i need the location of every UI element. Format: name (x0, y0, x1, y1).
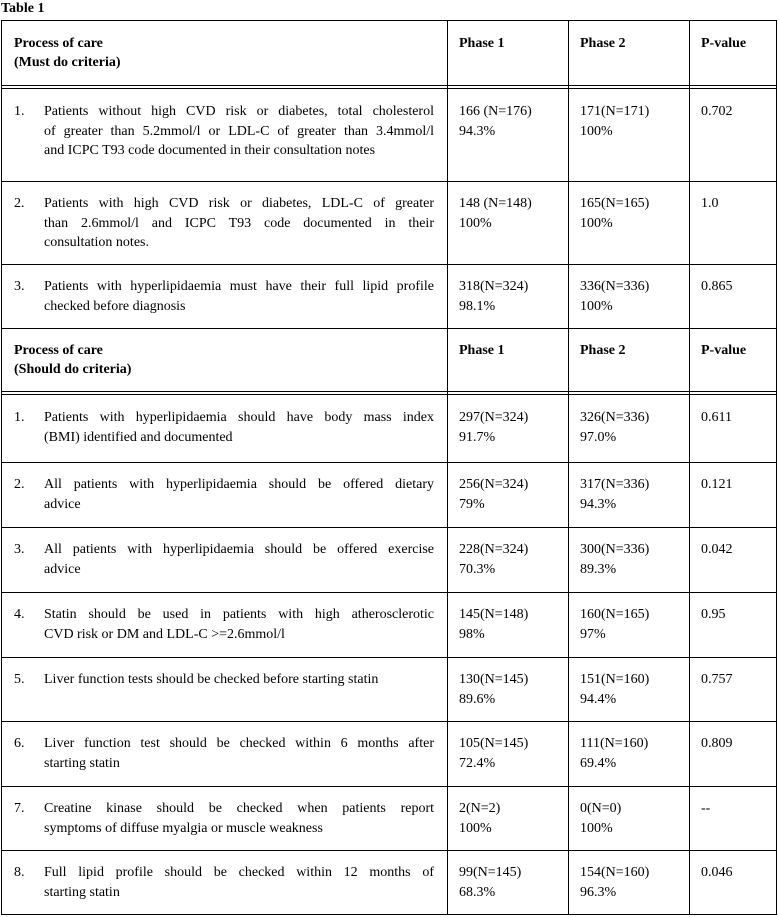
criterion-text-line: Liver function test should be checked within 6 months after (44, 736, 434, 751)
phase2-count: 171(N=171) (580, 104, 650, 119)
phase1-percent: 89.6% (459, 691, 496, 707)
criterion-text-line: checked before diagnosis (44, 298, 186, 314)
criterion-text-line: than 2.6mmol/l and ICPC T93 code documented in their (44, 215, 434, 231)
header-divider (2, 85, 776, 86)
criterion-text-line: symptoms of diffuse myalgia or muscle weakness (44, 820, 323, 836)
criterion-number: 6. (14, 736, 25, 751)
phase2-percent: 100% (580, 820, 613, 836)
criterion-number: 8. (14, 865, 25, 880)
phase1-count: 99(N=145) (459, 865, 522, 880)
pvalue-cell: 0.042 (701, 542, 733, 557)
phase2-header: Phase 2 (580, 36, 626, 51)
pvalue-cell: 0.809 (701, 736, 733, 751)
pvalue-cell: 0.702 (701, 104, 733, 119)
phase2-count: 317(N=336) (580, 477, 650, 492)
phase2-count: 165(N=165) (580, 196, 650, 211)
phase2-count: 151(N=160) (580, 672, 650, 687)
criterion-text-line: advice (44, 561, 81, 577)
phase1-percent: 100% (459, 820, 492, 836)
pvalue-cell: 0.611 (701, 410, 732, 425)
criterion-text-line: advice (44, 496, 81, 512)
table-row (2, 527, 776, 592)
table-row (2, 592, 776, 657)
criterion-text-line: CVD risk or DM and LDL-C >=2.6mmol/l (44, 626, 285, 642)
phase1-percent: 79% (459, 496, 485, 512)
table-row (2, 786, 776, 850)
pvalue-cell: 1.0 (701, 196, 719, 211)
criteria-type-subheading: (Should do criteria) (14, 362, 132, 377)
process-of-care-heading: Process of care (14, 343, 103, 358)
criterion-text-line: consultation notes. (44, 235, 149, 250)
pvalue-cell: 0.95 (701, 607, 726, 622)
criterion-number: 1. (14, 410, 25, 425)
table-row (2, 264, 776, 328)
pvalue-header: P-value (701, 36, 747, 51)
phase2-percent: 100% (580, 215, 613, 231)
table-row (2, 89, 776, 181)
table-caption: Table 1 (1, 1, 45, 16)
header-divider (2, 391, 776, 392)
phase2-percent: 97.0% (580, 429, 617, 445)
phase1-percent: 70.3% (459, 561, 496, 577)
phase2-percent: 100% (580, 123, 613, 139)
phase2-count: 0(N=0) (580, 801, 622, 816)
pvalue-cell: 0.757 (701, 672, 733, 687)
phase1-header: Phase 1 (459, 343, 505, 358)
criterion-text-line: Patients with hyperlipidaemia should have body mass index (44, 410, 434, 425)
phase2-percent: 89.3% (580, 561, 617, 577)
criterion-text-line: All patients with hyperlipidaemia should be offered exercise (44, 542, 434, 557)
criterion-number: 4. (14, 607, 25, 622)
criterion-number: 5. (14, 672, 25, 687)
criterion-text-line: All patients with hyperlipidaemia should be offered dietary (44, 477, 434, 492)
phase2-count: 154(N=160) (580, 865, 650, 880)
criterion-text-line: Patients without high CVD risk or diabetes, total cholesterol (44, 104, 434, 119)
criterion-text-line: Liver function tests should be checked before starting statin (44, 672, 379, 687)
phase1-count: 256(N=324) (459, 477, 529, 492)
phase1-percent: 94.3% (459, 123, 496, 139)
phase1-percent: 91.7% (459, 429, 496, 445)
criterion-number: 2. (14, 196, 25, 211)
criterion-text-line: Patients with high CVD risk or diabetes, LDL-C of greater (44, 196, 434, 211)
criterion-text-line: Patients with hyperlipidaemia must have their full lipid profile (44, 279, 434, 294)
phase2-count: 160(N=165) (580, 607, 650, 622)
table-row (2, 181, 776, 264)
pvalue-cell: -- (701, 801, 711, 816)
phase2-percent: 94.3% (580, 496, 617, 512)
pvalue-header: P-value (701, 343, 747, 358)
phase1-count: 318(N=324) (459, 279, 529, 294)
criterion-text-line: starting statin (44, 884, 120, 900)
phase1-count: 105(N=145) (459, 736, 529, 751)
criterion-text-line: (BMI) identified and documented (44, 429, 233, 445)
criterion-number: 2. (14, 477, 25, 492)
phase2-percent: 94.4% (580, 691, 617, 707)
phase2-percent: 97% (580, 626, 606, 642)
pvalue-cell: 0.046 (701, 865, 733, 880)
criterion-text-line: starting statin (44, 755, 120, 771)
criterion-number: 7. (14, 801, 25, 816)
table-row (2, 850, 776, 916)
table-row (2, 721, 776, 786)
phase2-count: 111(N=160) (580, 736, 649, 751)
table-row (2, 395, 776, 462)
phase2-count: 300(N=336) (580, 542, 650, 557)
phase1-percent: 98.1% (459, 298, 496, 314)
criterion-text-line: Creatine kinase should be checked when patients report (44, 801, 434, 816)
phase1-header: Phase 1 (459, 36, 505, 51)
criterion-number: 3. (14, 542, 25, 557)
phase1-count: 166 (N=176) (459, 104, 532, 119)
phase2-percent: 69.4% (580, 755, 617, 771)
phase1-percent: 100% (459, 215, 492, 231)
phase1-percent: 68.3% (459, 884, 496, 900)
row-divider (2, 328, 776, 329)
phase1-count: 145(N=148) (459, 607, 529, 622)
phase2-header: Phase 2 (580, 343, 626, 358)
phase1-count: 130(N=145) (459, 672, 529, 687)
criterion-number: 3. (14, 279, 25, 294)
results-table (1, 20, 777, 915)
phase2-percent: 96.3% (580, 884, 617, 900)
criterion-text-line: and ICPC T93 code documented in their consultation notes (44, 143, 376, 158)
pvalue-cell: 0.121 (701, 477, 733, 492)
phase1-count: 297(N=324) (459, 410, 529, 425)
phase2-percent: 100% (580, 298, 613, 314)
criterion-text-line: Full lipid profile should be checked within 12 months of (44, 865, 434, 880)
process-of-care-heading: Process of care (14, 36, 103, 51)
pvalue-cell: 0.865 (701, 279, 733, 294)
criterion-text-line: of greater than 5.2mmol/l or LDL-C of greater than 3.4mmol/l (44, 123, 434, 139)
phase1-count: 148 (N=148) (459, 196, 532, 211)
phase1-count: 2(N=2) (459, 801, 501, 816)
phase1-count: 228(N=324) (459, 542, 529, 557)
criteria-type-subheading: (Must do criteria) (14, 55, 121, 70)
criterion-number: 1. (14, 104, 25, 119)
phase1-percent: 72.4% (459, 755, 496, 771)
phase1-percent: 98% (459, 626, 485, 642)
criterion-text-line: Statin should be used in patients with high atherosclerotic (44, 607, 434, 622)
phase2-count: 326(N=336) (580, 410, 650, 425)
phase2-count: 336(N=336) (580, 279, 650, 294)
table-row (2, 657, 776, 721)
table-row (2, 462, 776, 527)
